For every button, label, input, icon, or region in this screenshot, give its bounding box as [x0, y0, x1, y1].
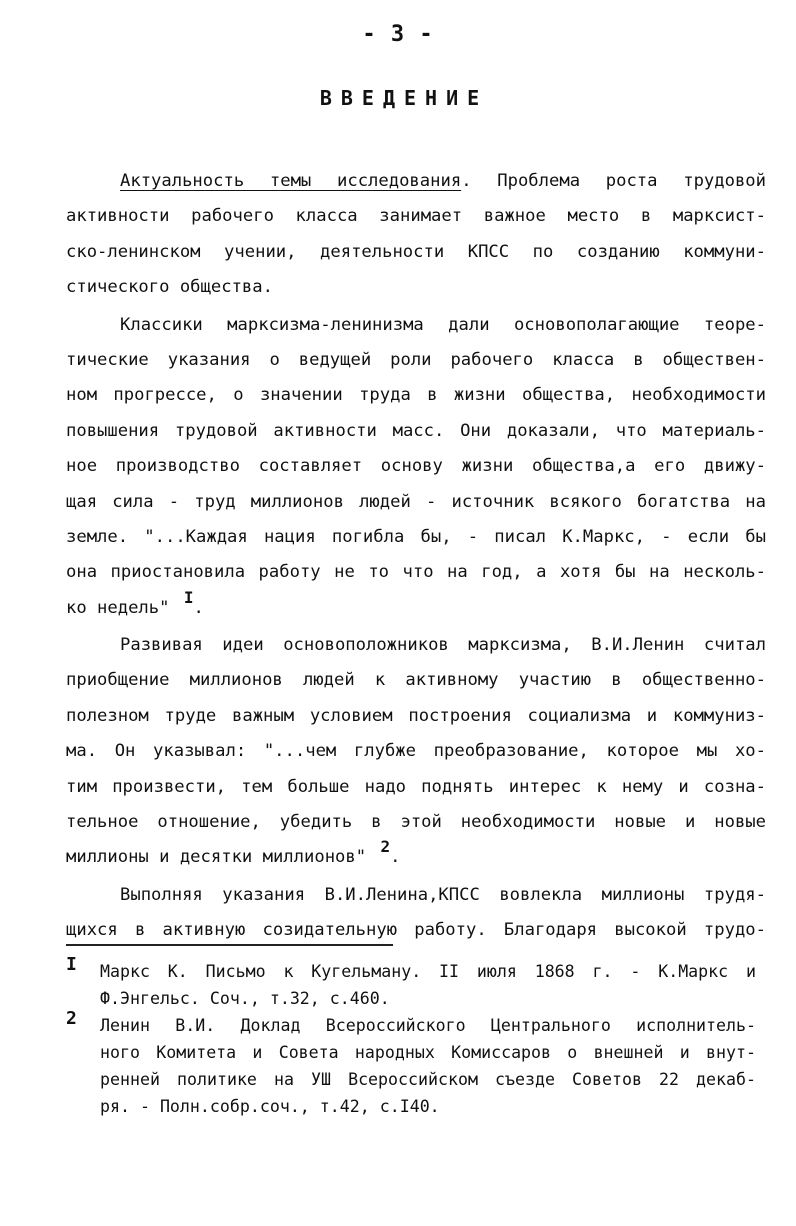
paragraph-line: она приостановила работу не то что на год, а хотя бы на несколь- [66, 562, 766, 583]
footnote-line: Ленин В.И. Доклад Всероссийского Центрального исполнитель- [100, 1016, 756, 1035]
footnotes [66, 954, 756, 1120]
footnote-divider [66, 944, 393, 946]
body-text [66, 164, 766, 949]
paragraph-line: ное производство составляет основу жизни общества,а его движу- [66, 456, 766, 477]
paragraph-line: тельное отношение, убедить в этой необходимости новые и новые [66, 812, 766, 833]
paragraph-line: стического общества. [66, 277, 273, 298]
footnote-mark: 2 [66, 1008, 77, 1029]
paragraph-line: земле. "...Каждая нация погибла бы, - писал К.Маркс, - если бы [66, 526, 766, 547]
paragraph-line: ном прогрессе, о значении труда в жизни общества, необходимости [66, 385, 766, 406]
footnote-line: ря. - Полн.собр.соч., т.42, с.I40. [100, 1097, 440, 1116]
paragraph-line: тим произвести, тем больше надо поднять интерес к нему и созна- [66, 776, 766, 797]
paragraph-line: ко недель" $^I$. [66, 587, 204, 618]
footnote-line: ного Комитета и Совета народных Комиссаров о внешней и внут- [100, 1043, 756, 1062]
footnote-ref: I [183, 587, 194, 607]
footnote-mark: I [66, 954, 77, 975]
paragraph-line: активности рабочего класса занимает важное место в марксист- [66, 206, 766, 227]
footnote [66, 1008, 756, 1120]
footnote-line: Ф.Энгельс. Соч., т.32, с.460. [100, 989, 390, 1008]
footnote-ref: 2 [380, 837, 391, 857]
paragraph-line: ско-ленинском учении, деятельности КПСС по созданию коммуни- [66, 241, 766, 262]
section-title: ВВЕДЕНИЕ [319, 86, 489, 110]
paragraph-line: ма. Он указывал: "...чем глубже преобразование, которое мы хо- [66, 741, 766, 762]
paragraph-line: тические указания о ведущей роли рабочего класса в обществен- [66, 349, 766, 370]
paragraph-line: повышения трудовой активности масс. Они доказали, что материаль- [66, 420, 766, 441]
page-number: - 3 - [362, 22, 434, 47]
underlined-heading: Актуальность темы исследования [120, 171, 462, 191]
footnote [66, 954, 756, 1012]
paragraph-line: полезном труде важным условием построения социализма и коммуниз- [66, 705, 766, 726]
paragraph-line: Актуальность темы исследования. Проблема роста трудовой [120, 171, 766, 191]
footnote-line: ренней политике на УШ Всероссийском съезде Советов 22 декаб- [100, 1070, 756, 1089]
paragraph-line: Классики марксизма-ленинизма дали основополагающие теоре- [120, 314, 766, 335]
paragraph-line: приобщение миллионов людей к активному участию в общественно- [66, 670, 766, 691]
paragraph-line: щая сила - труд миллионов людей - источник всякого богатства на [66, 491, 766, 512]
paragraph-line: Развивая идеи основоположников марксизма, В.И.Ленин считал [120, 635, 766, 656]
footnote-line: Маркс К. Письмо к Кугельману. II июля 1868 г. - К.Маркс и [100, 962, 756, 981]
paragraph-line: Выполняя указания В.И.Ленина,КПСС вовлекла миллионы трудя- [120, 884, 766, 905]
paragraph-line: щихся в активную созидательную работу. Благодаря высокой трудо- [66, 920, 766, 941]
paragraph-line: миллионы и десятки миллионов" $^2$. [66, 837, 401, 868]
